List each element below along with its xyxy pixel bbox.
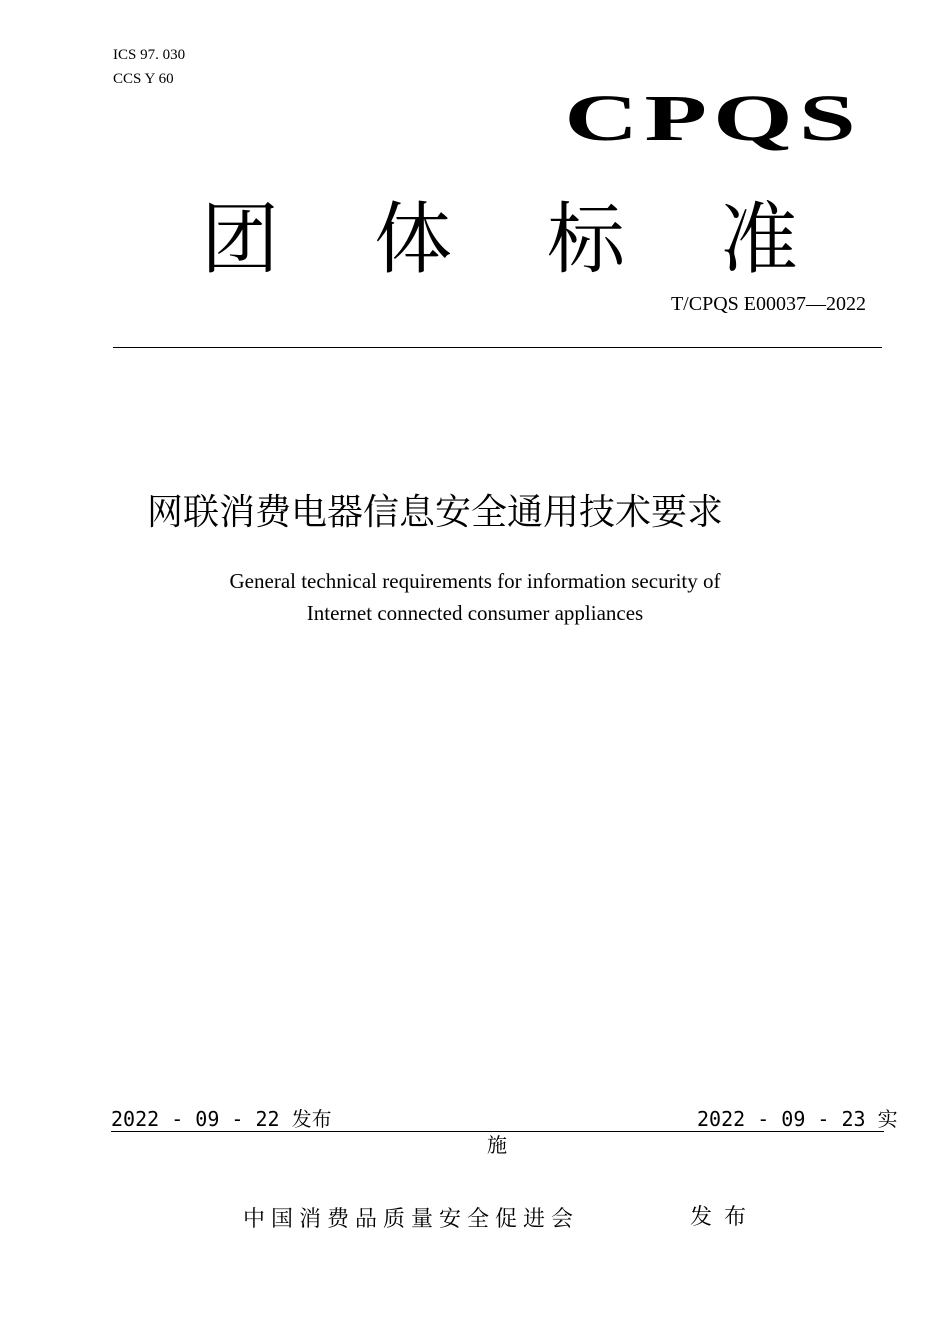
- ccs-code: CCS Y 60: [113, 71, 174, 87]
- standard-type-char: 团: [201, 195, 280, 285]
- publisher-action: 发布: [690, 1205, 759, 1230]
- implementation-date: 2022 - 09 - 23 实: [697, 1107, 898, 1131]
- ics-code: ICS 97. 030: [113, 47, 186, 63]
- implementation-date-wrap: 施: [487, 1133, 507, 1157]
- publish-date: 2022 - 09 - 22 发布: [111, 1107, 332, 1131]
- standard-type-heading: [0, 192, 950, 288]
- cpqs-logo: CPQS: [564, 82, 862, 155]
- title-chinese: 网联消费电器信息安全通用技术要求: [147, 492, 724, 533]
- standard-type-char: 标: [547, 195, 626, 285]
- standard-type-char: 体: [374, 195, 453, 285]
- standard-type-char: 准: [720, 195, 799, 285]
- publisher-name: 中国消费品质量安全促进会: [243, 1207, 580, 1232]
- header-divider: [113, 347, 882, 348]
- title-english-line-1: General technical requirements for information security of: [229, 569, 721, 593]
- standard-number: T/CPQS E00037—2022: [670, 293, 866, 315]
- title-english-line-2: Internet connected consumer appliances: [306, 601, 644, 625]
